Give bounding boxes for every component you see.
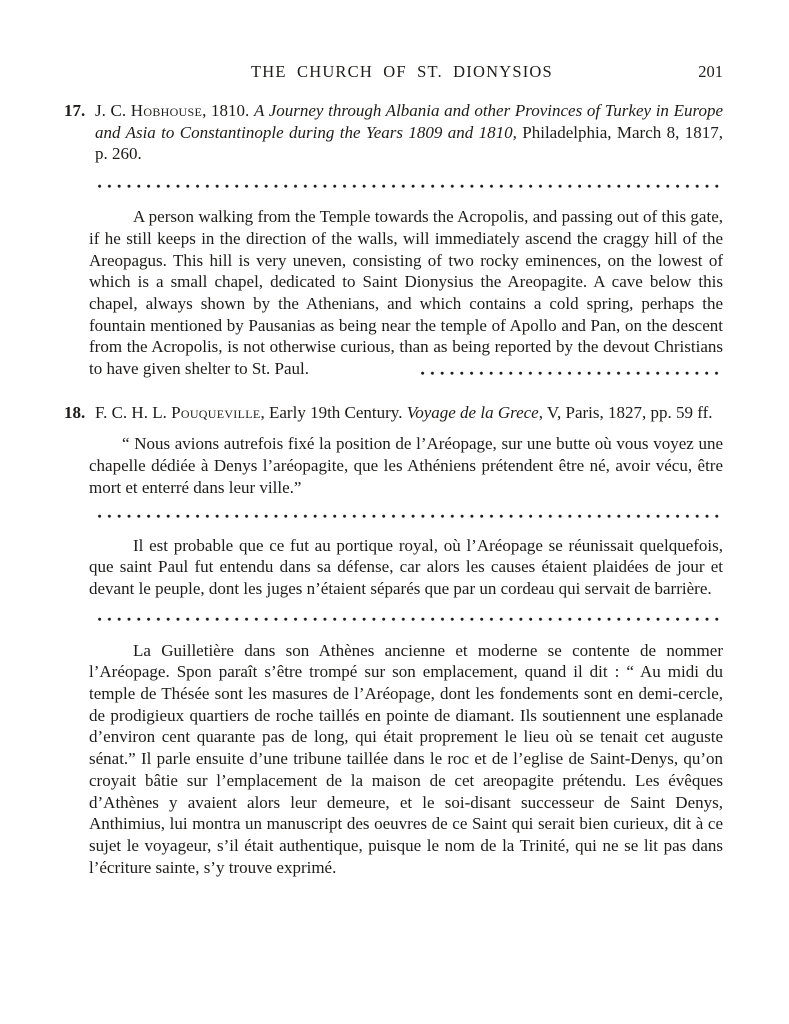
dotted-separator bbox=[98, 513, 723, 519]
citation-author-initials: F. C. H. L. bbox=[95, 402, 172, 422]
entry-17-number: 17. bbox=[64, 101, 86, 120]
entry-18-paragraph-2: Il est probable que ce fut au portique royal, où l’Aréopage se réunissait quelquefois, que saint Paul fut entendu dans sa défense, car alors les causes étaient plaidées de jour et devant le peuple, dont les juges n’étaient séparés que par un cordeau qui servait de barrière. bbox=[89, 535, 723, 598]
dotted-separator bbox=[98, 616, 723, 622]
entry-18-quote-paragraph: “ Nous avions autrefois fixé la position de l’Aréopage, sur une butte où vous voyez une chapelle dédiée à Denys l’aréopagite, que les Athéniens prétendent être né, avoir vécu, être mort et enterré dans leur ville.” bbox=[89, 434, 723, 497]
dotted-separator bbox=[98, 183, 723, 189]
entry-18 bbox=[64, 402, 723, 424]
page-number: 201 bbox=[698, 62, 723, 81]
running-title: THE CHURCH OF ST. DIONYSIOS bbox=[251, 62, 553, 81]
citation-author-name: Pouqueville bbox=[171, 402, 261, 422]
citation-work-title: Voyage de la Grece bbox=[406, 402, 539, 422]
dot-leader bbox=[421, 370, 723, 376]
entry-17-extract-paragraph bbox=[89, 206, 723, 380]
entry-18-number: 18. bbox=[64, 402, 86, 422]
citation-imprint: , V, Paris, 1827, pp. 59 ff. bbox=[538, 402, 713, 422]
entry-17-citation bbox=[95, 100, 723, 165]
citation-author-name: Hobhouse bbox=[130, 101, 203, 120]
citation-imprint: Philadelphia, March 8, 1817, p. 260. bbox=[95, 122, 723, 164]
citation-author-initials: J. C. bbox=[95, 101, 131, 120]
entry-18-citation bbox=[95, 402, 723, 424]
citation-work-title: A Journey through Albania and other Provinces of Turkey in Europe and Asia to Constantinople during the Years 1809 and 1810, bbox=[95, 101, 723, 142]
entry-17 bbox=[64, 100, 723, 165]
extract-text: A person walking from the Temple towards the Acropolis, and passing out of this gate, if he still keeps in the direction of the walls, will immediately ascend the craggy hill of the Areopagus. This hill is very uneven, consisting of two rocky eminences, on the lowest of which is a small chapel, dedicated to Saint Dionysius the Areopagite. A cave below this chapel, always shown by the Athenians, and which contains a cold spring, perhaps the fountain mentioned by Pausanias as being near the temple of Apollo and Pan, on the descent from the Acropolis, is not otherwise curious, than as being reported by the devout Christians to have given shelter to St. Paul. bbox=[89, 207, 723, 379]
entry-18-paragraph-3: La Guilletière dans son Athènes ancienne et moderne se contente de nommer l’Aréopage. Spon paraît s’être trompé sur son emplacement, quand il dit : “ Au midi du temple de Thésée sont les masures de l’Aréopage, dont les fondements sont en demi-cercle, de prodigieux quartiers de roche taillés en pointe de diamant. Ils soutiennent une esplanade d’environ cent quarante pas de long, qui était proprement le lieu où se tenait cet auguste sénat.” Il parle ensuite d’une tribune taillée dans le roc et de l’eglise de Saint-Denys, qu’on croyait bâtie sur l’emplacement de la maison de cet areopagite prétendu. Les évêques d’Athènes y avaient alors leur demeure, et le soi-disant successeur de Saint Denys, Anthimius, lui montra un manuscript des oeuvres de ce Saint qui serait bien curieux, dit à ce sujet le voyageur, s’il était authentique, puisque le nom de la Trinité, qui ne se lit pas dans l’écriture sainte, s’y trouve exprimé. bbox=[89, 640, 723, 877]
citation-date: , 1810. bbox=[202, 101, 254, 120]
citation-date: , Early 19th Century. bbox=[260, 402, 407, 422]
running-head bbox=[89, 62, 723, 84]
page-content bbox=[64, 100, 723, 878]
